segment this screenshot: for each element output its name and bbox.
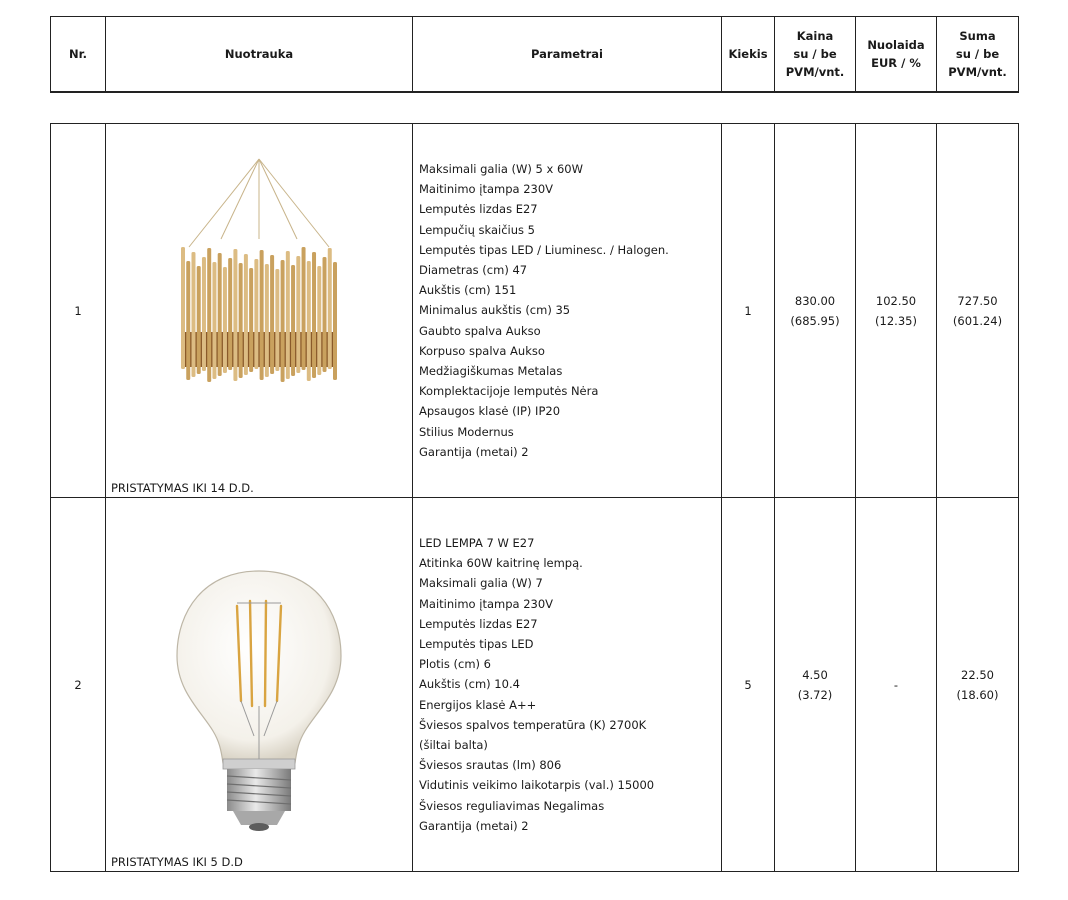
discount-pct: (12.35) bbox=[875, 313, 917, 328]
param-line: Lemputės lizdas E27 bbox=[419, 202, 538, 217]
discount-eur: - bbox=[893, 677, 899, 692]
col-header-price-l2: su / be bbox=[793, 47, 837, 61]
sum-cell bbox=[937, 124, 1019, 498]
chandelier-tube bbox=[218, 253, 222, 376]
params-cell bbox=[413, 498, 722, 872]
row-number: 1 bbox=[51, 124, 106, 498]
chandelier-tube bbox=[302, 247, 306, 370]
chandelier-tube bbox=[244, 254, 248, 375]
header-divider bbox=[50, 91, 1019, 93]
param-line: Energijos klasė A++ bbox=[419, 697, 537, 712]
param-line: Šviesos spalvos temperatūra (K) 2700K bbox=[419, 717, 647, 732]
param-line: Maitinimo įtampa 230V bbox=[419, 182, 554, 197]
price-cell bbox=[775, 498, 856, 872]
discount-cell bbox=[856, 124, 937, 498]
chandelier-tube bbox=[323, 257, 327, 372]
photo-cell bbox=[106, 498, 413, 872]
table-row bbox=[51, 124, 1019, 498]
sum-with-vat: 727.50 bbox=[957, 293, 998, 308]
col-header-sum bbox=[937, 17, 1019, 92]
price-with-vat: 4.50 bbox=[802, 667, 828, 682]
param-line: LED LEMPA 7 W E27 bbox=[419, 535, 535, 550]
col-header-discount-l1: Nuolaida bbox=[867, 38, 925, 52]
chandelier-tube bbox=[260, 250, 264, 380]
chandelier-tube bbox=[212, 262, 216, 379]
chandelier-tube bbox=[249, 268, 253, 372]
chandelier-tube bbox=[307, 261, 311, 381]
sum-without-vat: (18.60) bbox=[956, 687, 999, 702]
col-header-params: Parametrai bbox=[413, 17, 722, 92]
col-header-qty: Kiekis bbox=[722, 17, 775, 92]
param-line: Atitinka 60W kaitrinę lempą. bbox=[419, 556, 583, 571]
param-line: Šviesos reguliavimas Negalimas bbox=[419, 798, 605, 813]
param-line: Maksimali galia (W) 5 x 60W bbox=[419, 161, 583, 176]
col-header-price-l3: PVM/vnt. bbox=[785, 65, 845, 79]
price-without-vat: (3.72) bbox=[797, 687, 833, 702]
table-row bbox=[51, 498, 1019, 872]
chandelier-tube bbox=[328, 248, 332, 369]
chandelier-tube bbox=[286, 251, 290, 379]
row-number: 2 bbox=[51, 498, 106, 872]
param-list bbox=[419, 533, 721, 836]
col-header-photo: Nuotrauka bbox=[106, 17, 413, 92]
price-with-vat: 830.00 bbox=[794, 293, 836, 308]
bulb-image bbox=[109, 501, 409, 851]
discount-eur: 102.50 bbox=[875, 293, 917, 308]
chandelier-tube bbox=[186, 261, 190, 380]
param-line: Garantija (metai) 2 bbox=[419, 444, 529, 459]
col-header-sum-l2: su / be bbox=[955, 47, 1000, 61]
chandelier-tube bbox=[291, 265, 295, 376]
param-list bbox=[419, 159, 721, 462]
col-header-price-l1: Kaina bbox=[796, 29, 834, 43]
param-line: Gaubto spalva Aukso bbox=[419, 323, 541, 338]
param-line: Šviesos srautas (lm) 806 bbox=[419, 758, 562, 773]
param-line: Maksimali galia (W) 7 bbox=[419, 576, 543, 591]
delivery-note: PRISTATYMAS IKI 14 D.D. bbox=[111, 481, 254, 495]
param-line: Lemputės tipas LED / Liuminesc. / Halogen. bbox=[419, 242, 669, 257]
col-header-nr: Nr. bbox=[51, 17, 106, 92]
chandelier-tube bbox=[197, 266, 201, 374]
chandelier-tube bbox=[333, 262, 337, 380]
qty-cell: 5 bbox=[722, 498, 775, 872]
chandelier-tube bbox=[265, 264, 269, 377]
chandelier-tube bbox=[254, 259, 258, 369]
price-without-vat: (685.95) bbox=[790, 313, 840, 328]
photo-cell bbox=[106, 124, 413, 498]
sum-without-vat: (601.24) bbox=[952, 313, 1003, 328]
param-line: Plotis (cm) 6 bbox=[419, 657, 491, 672]
delivery-note: PRISTATYMAS IKI 5 D.D bbox=[111, 855, 243, 869]
chandelier-tube bbox=[233, 249, 237, 381]
chandelier-tube bbox=[239, 263, 243, 378]
chandelier-tube bbox=[191, 252, 195, 377]
param-line: Vidutinis veikimo laikotarpis (val.) 15000 bbox=[419, 778, 655, 793]
param-line: Lemputės tipas LED bbox=[419, 636, 534, 651]
col-header-discount bbox=[856, 17, 937, 92]
param-line: Maitinimo įtampa 230V bbox=[419, 596, 554, 611]
chandelier-tube bbox=[296, 256, 300, 373]
chandelier-tube bbox=[270, 255, 274, 374]
sum-with-vat: 22.50 bbox=[961, 667, 994, 682]
params-cell bbox=[413, 124, 722, 498]
param-line: Minimalus aukštis (cm) 35 bbox=[419, 303, 571, 318]
chandelier-tube bbox=[202, 257, 206, 371]
param-line: Lemputės lizdas E27 bbox=[419, 616, 538, 631]
param-line: Lempučių skaičius 5 bbox=[419, 222, 535, 237]
header-table bbox=[50, 16, 1019, 92]
param-line: Medžiagiškumas Metalas bbox=[419, 364, 563, 378]
col-header-discount-l2: EUR / % bbox=[871, 56, 921, 70]
chandelier-tube bbox=[181, 247, 185, 369]
param-line: Apsaugos klasė (IP) IP20 bbox=[419, 404, 561, 419]
param-line: Korpuso spalva Aukso bbox=[419, 343, 545, 358]
chandelier-tube bbox=[228, 258, 232, 370]
chandelier-tube bbox=[207, 248, 211, 382]
chandelier-tube bbox=[317, 266, 321, 375]
chandelier-tube bbox=[275, 269, 279, 371]
param-line: Garantija (metai) 2 bbox=[419, 818, 529, 833]
qty-cell: 1 bbox=[722, 124, 775, 498]
param-line: (šiltai balta) bbox=[419, 738, 488, 752]
sum-cell bbox=[937, 498, 1019, 872]
param-line: Aukštis (cm) 10.4 bbox=[419, 677, 520, 692]
col-header-sum-l1: Suma bbox=[959, 29, 996, 43]
products-table bbox=[50, 123, 1019, 872]
chandelier-tube bbox=[312, 252, 316, 378]
param-line: Diametras (cm) 47 bbox=[419, 262, 528, 277]
col-header-price bbox=[775, 17, 856, 92]
chandelier-image bbox=[109, 127, 409, 477]
param-line: Komplektacijoje lemputės Nėra bbox=[419, 384, 599, 399]
param-line: Stilius Modernus bbox=[419, 424, 514, 439]
discount-cell bbox=[856, 498, 937, 872]
chandelier-tube bbox=[281, 260, 285, 382]
chandelier-tube bbox=[223, 267, 227, 373]
price-cell bbox=[775, 124, 856, 498]
col-header-sum-l3: PVM/vnt. bbox=[948, 65, 1007, 79]
param-line: Aukštis (cm) 151 bbox=[419, 283, 517, 298]
